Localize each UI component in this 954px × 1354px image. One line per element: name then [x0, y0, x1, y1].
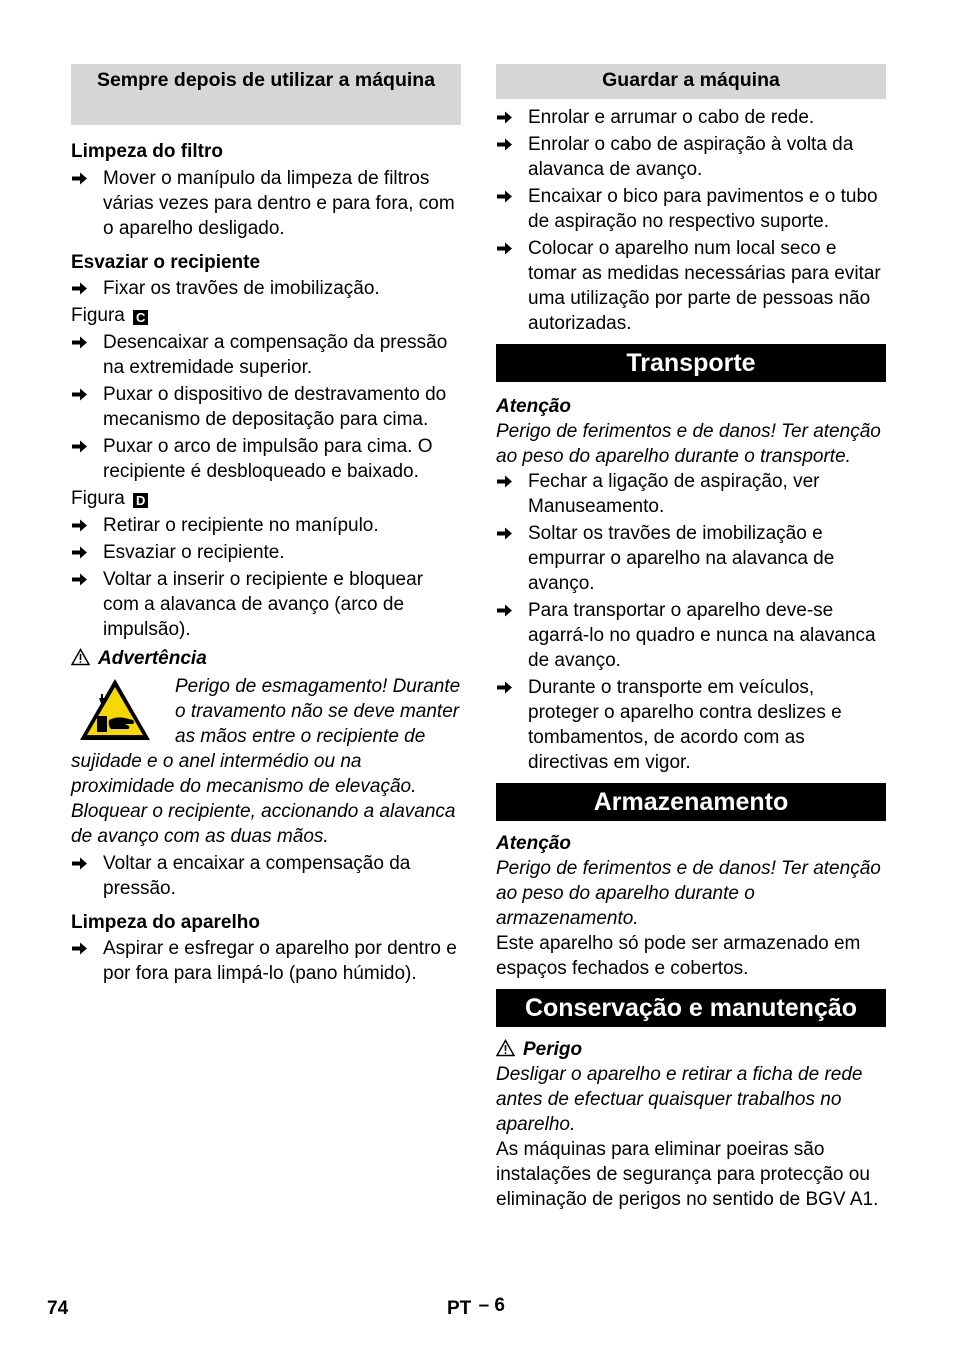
step-item [496, 469, 886, 519]
step-text: Encaixar o bico para pavimentos e o tubo de aspiração no respectivo suporte. [528, 186, 878, 232]
maintenance-text: As máquinas para eliminar poeiras são instalações de segurança para protecção ou eliminação de perigos no sentido de BGV A1. [496, 1139, 879, 1210]
arrow-right-icon [71, 334, 88, 351]
warning-heading [71, 646, 461, 671]
crush-hazard-icon [77, 676, 153, 744]
figure-c-badge: C [133, 310, 148, 325]
subheading-empty-container: Esvaziar o recipiente [71, 252, 261, 273]
step-item [71, 276, 461, 301]
attention-label: Atenção [496, 396, 571, 417]
step-text: Fechar a ligação de aspiração, ver Manuseamento. [528, 471, 820, 517]
arrow-right-icon [71, 170, 88, 187]
figure-d-badge: D [133, 493, 148, 508]
figure-reference-d [71, 486, 461, 511]
step-text: Voltar a encaixar a compensação da pressão. [103, 853, 411, 899]
step-item [496, 598, 886, 673]
arrow-right-icon [496, 188, 513, 205]
step-item [71, 851, 461, 901]
step-text: Enrolar e arrumar o cabo de rede. [528, 107, 815, 128]
step-item [71, 936, 461, 986]
arrow-right-icon [496, 109, 513, 126]
section-header-store-machine: Guardar a máquina [496, 64, 886, 99]
arrow-right-icon [71, 571, 88, 588]
step-item [71, 166, 461, 241]
step-item [71, 382, 461, 432]
step-item [71, 567, 461, 642]
step-text: Colocar o aparelho num local seco e tomar as medidas necessárias para evitar uma utilização por parte de pessoas não autorizadas. [528, 238, 881, 334]
step-item [496, 132, 886, 182]
step-text: Durante o transporte em veículos, proteger o aparelho contra deslizes e tombamentos, de acordo com as directivas em vigor. [528, 677, 842, 773]
footer-sub-page: – 6 [478, 1295, 505, 1316]
arrow-right-icon [71, 386, 88, 403]
step-item [71, 330, 461, 380]
step-item [496, 675, 886, 775]
figure-label-text: Figura [71, 488, 125, 509]
arrow-right-icon [496, 679, 513, 696]
step-text: Voltar a inserir o recipiente e bloquear com a alavanca de avanço (arco de impulsão). [103, 569, 424, 640]
step-item [71, 434, 461, 484]
arrow-right-icon [496, 136, 513, 153]
storage-text: Este aparelho só pode ser armazenado em espaços fechados e cobertos. [496, 933, 861, 979]
step-text: Desencaixar a compensação da pressão na extremidade superior. [103, 332, 448, 378]
step-item [496, 105, 886, 130]
arrow-right-icon [71, 438, 88, 455]
footer-lang: PT [447, 1298, 472, 1319]
step-text: Esvaziar o recipiente. [103, 542, 285, 563]
step-text: Aspirar e esfregar o aparelho por dentro e por fora para limpá-lo (pano húmido). [103, 938, 457, 984]
step-text: Puxar o dispositivo de destravamento do mecanismo de depositação para cima. [103, 384, 447, 430]
step-item [496, 521, 886, 596]
right-column [496, 64, 886, 1212]
step-text: Mover o manípulo da limpeza de filtros várias vezes para dentro e para fora, com o aparelho desligado. [103, 168, 455, 239]
section-header-after-use: Sempre depois de utilizar a máquina [71, 64, 461, 125]
warning-triangle-icon [496, 1039, 515, 1057]
step-text: Enrolar o cabo de aspiração à volta da alavanca de avanço. [528, 134, 854, 180]
step-item [71, 513, 461, 538]
step-item [496, 184, 886, 234]
arrow-right-icon [496, 240, 513, 257]
section-heading-storage: Armazenamento [496, 783, 886, 821]
attention-text: Perigo de ferimentos e de danos! Ter atenção ao peso do aparelho durante o armazenamento. [496, 858, 881, 929]
step-item [71, 540, 461, 565]
arrow-right-icon [71, 855, 88, 872]
subheading-filter-cleaning: Limpeza do filtro [71, 141, 223, 162]
warning-label: Advertência [98, 648, 207, 669]
step-text: Soltar os travões de imobilização e empurrar o aparelho na alavanca de avanço. [528, 523, 835, 594]
attention-text: Perigo de ferimentos e de danos! Ter atenção ao peso do aparelho durante o transporte. [496, 421, 881, 467]
attention-label: Atenção [496, 833, 571, 854]
arrow-right-icon [71, 940, 88, 957]
left-column [71, 64, 461, 986]
step-text: Para transportar o aparelho deve-se agarrá-lo no quadro e nunca na alavanca de avanço. [528, 600, 876, 671]
arrow-right-icon [71, 280, 88, 297]
figure-reference-c [71, 303, 461, 328]
section-heading-maintenance: Conservação e manutenção [496, 989, 886, 1027]
arrow-right-icon [71, 517, 88, 534]
step-item [496, 236, 886, 336]
danger-heading [496, 1037, 886, 1062]
danger-text: Desligar o aparelho e retirar a ficha de rede antes de efectuar quaisquer trabalhos no aparelho. [496, 1064, 863, 1135]
arrow-right-icon [496, 525, 513, 542]
warning-triangle-icon [71, 648, 90, 666]
arrow-right-icon [496, 473, 513, 490]
subheading-device-cleaning: Limpeza do aparelho [71, 912, 260, 933]
warning-text: Perigo de esmagamento! Durante o travamento não se deve manter as mãos entre o recipiente de sujidade e o anel intermédio ou na proximidade do mecanismo de elevação. Bloquear o recipiente, accionando a alavanca de avanço com as duas mãos. [71, 676, 461, 847]
footer-language-code [447, 1296, 505, 1321]
step-text: Fixar os travões de imobilização. [103, 278, 380, 299]
step-text: Puxar o arco de impulsão para cima. O recipiente é desbloqueado e baixado. [103, 436, 433, 482]
warning-block [71, 674, 461, 849]
arrow-right-icon [71, 544, 88, 561]
danger-label: Perigo [523, 1039, 583, 1060]
figure-label-text: Figura [71, 305, 125, 326]
page-number: 74 [47, 1298, 69, 1319]
arrow-right-icon [496, 602, 513, 619]
section-heading-transport: Transporte [496, 344, 886, 382]
step-text: Retirar o recipiente no manípulo. [103, 515, 379, 536]
